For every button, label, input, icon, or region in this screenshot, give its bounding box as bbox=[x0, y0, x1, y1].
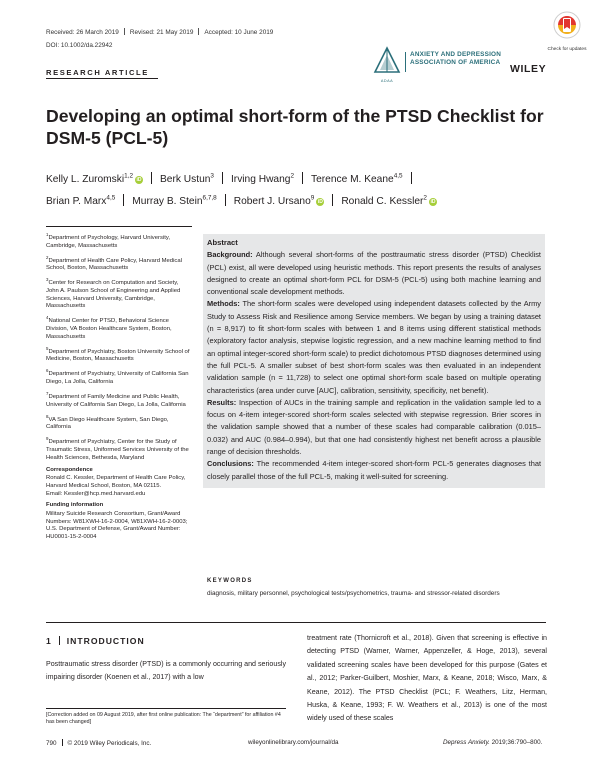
separator bbox=[302, 172, 303, 184]
footer-left bbox=[46, 739, 151, 747]
author-name: Ronald C. Kessler bbox=[341, 196, 424, 208]
author[interactable] bbox=[160, 174, 214, 185]
adaa-abbr: ADAA bbox=[380, 79, 394, 83]
abstract-label: Methods: bbox=[207, 299, 240, 309]
author-name: Irving Hwang bbox=[230, 174, 291, 186]
author-affiliation-sup: 4,5 bbox=[393, 173, 403, 180]
journal-url[interactable]: wileyonlinelibrary.com/journal/da bbox=[248, 739, 339, 746]
received-date: Received: 26 March 2019 bbox=[46, 29, 119, 36]
author-affiliation-sup: 3 bbox=[210, 173, 214, 180]
adaa-name-line2: ASSOCIATION OF AMERICA bbox=[410, 59, 501, 66]
separator bbox=[62, 739, 63, 746]
affiliation-sup: 1 bbox=[46, 232, 49, 237]
abstract-background bbox=[207, 249, 541, 298]
separator bbox=[332, 194, 333, 206]
affiliation-sup: 5 bbox=[46, 345, 49, 351]
affiliation-sup: 4 bbox=[46, 315, 49, 321]
abstract-text: The recommended 4-item integer-scored short-form PCL-5 generates diagnoses that closely parallel those of the full PCL-5, making it well-suited for screening. bbox=[207, 459, 541, 481]
author-affiliation-sup: 2 bbox=[290, 173, 294, 180]
adaa-logo bbox=[373, 46, 401, 83]
affiliation-sup: 8 bbox=[46, 413, 49, 419]
footnote: [Correction added on 09 August 2019, after first online publication: The “department” for affiliation #4 has been changed] bbox=[46, 712, 281, 725]
abstract-text: Inspection of AUCs in the training sample and replication in the validation sample led to a focus on 4-item integer-scored short-form scales selected with stepwise regression. Brier scores in the validation sample showed that a number of these scales had comparable calibration (0.015–0.032) and AUC (0.984–0.994), but that one had consistently highest net benefit across a plausible range of decision thresholds. bbox=[207, 397, 541, 457]
left-column-rule bbox=[46, 226, 192, 227]
body-paragraph: treatment rate (Thornicroft et al., 2018). Given that screening is effective in detecting PTSD (Warner, Warner, Appenzeller, & Hoge, 2013), several validated screening scales have been developed for this purpose (Gates et al., 2012; Parker-Guilbert, Moshier, Marx, & Keane, 2018; Wisco, Marx, & Keane, 2012). The PTSD Checklist (PCL; F. Weathers, Litz, Herman, Huska, & Keane, 1993; F. W. Weathers et al., 2013) is one of the most widely used of these scales bbox=[307, 634, 547, 723]
author-affiliation-sup: 6,7,8 bbox=[202, 195, 217, 202]
affiliation bbox=[46, 435, 192, 462]
author[interactable] bbox=[132, 196, 216, 207]
author-name: Murray B. Stein bbox=[132, 196, 203, 208]
author-name: Berk Ustun bbox=[160, 174, 211, 186]
affiliation bbox=[46, 231, 192, 250]
abstract-label: Conclusions: bbox=[207, 459, 254, 469]
affiliations bbox=[46, 231, 192, 545]
abstract-text: Although several short-forms of the posttraumatic stress disorder (PTSD) Checklist (PCL) exist, all were developed using heuristic methods. This report presents the results of analyses designed to create an optimal short-form PCL for DSM-5 (PCL-5) using both machine learning and conventional scale development methods. bbox=[207, 250, 541, 297]
abstract-conclusions bbox=[207, 458, 541, 483]
separator bbox=[222, 172, 223, 184]
section-rule bbox=[46, 622, 546, 623]
correspondence-email[interactable]: Email: Kessler@hcp.med.harvard.edu bbox=[46, 490, 146, 497]
correspondence-text: Ronald C. Kessler, Department of Health Care Policy, Harvard Medical School, Boston, MA 02115. bbox=[46, 475, 186, 489]
author[interactable] bbox=[46, 196, 115, 207]
abstract-methods bbox=[207, 298, 541, 396]
affiliation bbox=[46, 276, 192, 311]
article-title bbox=[46, 105, 566, 149]
separator bbox=[225, 194, 226, 206]
keywords-text: diagnosis, military personnel, psychological tests/psychometrics, trauma- and stressor-related disorders bbox=[207, 590, 500, 597]
affiliation-text: Center for Research on Computation and Society, John A. Paulson School of Engineering and Applied Sciences, Harvard University, Cambridge, Massachusetts bbox=[46, 280, 181, 310]
abstract-text: The short-form scales were developed using independent datasets collected by the Army Study to Assess Risk and Resilience among Service members. We began by using a training dataset (n = 8,917) to fit short-form scales with between 1 and 8 items using different statistical methods (exploratory factor analysis, stepwise logistic regression, and a new machine learning method to find an optimal integer-scored short-form scale) to predict dichotomous PTSD diagnoses determined using the full PCL-5. A smaller subset of best short-form scales was then evaluated in an independent validation sample (n = 11,728) to select one optimal short-form scale based on multiple operating characteristics (area under curve [AUC], calibration, sensitivity, specificity, net benefit). bbox=[207, 299, 541, 395]
doi[interactable]: DOI: 10.1002/da.22942 bbox=[46, 42, 113, 49]
affiliation-text: Department of Psychiatry, University of California San Diego, La Jolla, California bbox=[46, 371, 189, 386]
citation-journal: Depress Anxiety. bbox=[443, 739, 490, 746]
title-line-2: DSM-5 (PCL-5) bbox=[46, 128, 169, 148]
affiliation-text: Department of Health Care Policy, Harvard Medical School, Boston, Massachusetts bbox=[46, 257, 182, 272]
body-column-1 bbox=[46, 658, 286, 685]
separator bbox=[123, 194, 124, 206]
abstract-heading: Abstract bbox=[207, 238, 238, 247]
author[interactable] bbox=[46, 174, 143, 185]
author[interactable] bbox=[341, 196, 437, 207]
affiliation bbox=[46, 390, 192, 409]
affiliation-sup: 7 bbox=[46, 391, 49, 397]
accepted-date: Accepted: 10 June 2019 bbox=[204, 29, 274, 36]
affiliation bbox=[46, 413, 192, 432]
dates-line bbox=[46, 28, 273, 36]
check-for-updates-button[interactable] bbox=[545, 10, 589, 52]
author-name: Terence M. Keane bbox=[311, 174, 394, 186]
copyright: © 2019 Wiley Periodicals, Inc. bbox=[67, 740, 152, 747]
separator bbox=[124, 28, 125, 35]
author-affiliation-sup: 9 bbox=[310, 195, 315, 202]
author-affiliation-sup: 1,2 bbox=[124, 173, 134, 180]
correspondence-heading: Correspondence bbox=[46, 466, 93, 473]
funding-text: Military Suicide Research Consortium, Grant/Award Numbers: W81XWH-16-2-0004, W81XWH-16-2-0003; U.S. Department of Defense, Grant/Award Number: HU0001-15-2-0004 bbox=[46, 511, 188, 541]
affiliation-text: Department of Psychiatry, Center for the Study of Traumatic Stress, Uniformed Services University of the Health Sciences, Bethesda, Maryland bbox=[46, 439, 189, 461]
wiley-logo: WILEY bbox=[510, 63, 547, 75]
affiliation-text: National Center for PTSD, Behavioral Science Division, VA Boston Healthcare System, Boston, Massachusetts bbox=[46, 318, 172, 340]
abstract-results bbox=[207, 397, 541, 458]
funding-heading: Funding information bbox=[46, 502, 104, 509]
adaa-name-line1: ANXIETY AND DEPRESSION bbox=[410, 51, 502, 58]
body-paragraph: Posttraumatic stress disorder (PTSD) is a commonly occurring and seriously impairing disorder (Koenen et al., 2017) with a low bbox=[46, 660, 286, 682]
affiliation-text: Department of Family Medicine and Public Health, University of California San Diego, La Jolla, California bbox=[46, 394, 186, 408]
orcid-icon[interactable]: iD bbox=[317, 199, 323, 206]
body-column-2 bbox=[307, 632, 547, 726]
orcid-icon[interactable]: iD bbox=[136, 177, 142, 184]
affiliation-sup: 9 bbox=[46, 436, 49, 442]
author-name: Robert J. Ursano bbox=[233, 196, 311, 208]
orcid-icon[interactable]: iD bbox=[430, 199, 436, 206]
page-number: 790 bbox=[46, 740, 57, 747]
separator bbox=[59, 636, 60, 645]
author[interactable] bbox=[231, 174, 294, 185]
separator bbox=[151, 172, 152, 184]
abstract-label: Background: bbox=[207, 250, 253, 260]
author-name: Kelly L. Zuromski bbox=[46, 174, 125, 186]
separator bbox=[411, 172, 412, 184]
citation-volume: 2019;36:790–800. bbox=[491, 739, 543, 746]
article-type: RESEARCH ARTICLE bbox=[46, 68, 149, 77]
affiliation-sup: 6 bbox=[46, 368, 49, 374]
footnote-rule bbox=[46, 708, 286, 709]
separator bbox=[198, 28, 199, 35]
adaa-name bbox=[410, 51, 501, 67]
abstract-label: Results: bbox=[207, 397, 237, 407]
check-updates-icon bbox=[552, 10, 582, 42]
affiliation bbox=[46, 254, 192, 273]
article-type-rule bbox=[46, 78, 158, 79]
citation bbox=[443, 739, 542, 746]
check-updates-label: Check for updates bbox=[547, 47, 587, 52]
authors-row-2 bbox=[46, 188, 437, 213]
affiliation bbox=[46, 345, 192, 364]
author-affiliation-sup: 4,5 bbox=[106, 195, 116, 202]
author[interactable] bbox=[311, 174, 403, 185]
abstract-box bbox=[203, 234, 545, 488]
affiliation bbox=[46, 367, 192, 386]
keywords-heading: KEYWORDS bbox=[207, 578, 253, 584]
author-name: Brian P. Marx bbox=[46, 196, 107, 208]
section-heading bbox=[46, 636, 145, 646]
logo-divider bbox=[405, 52, 406, 72]
author-affiliation-sup: 2 bbox=[423, 195, 427, 202]
section-title: INTRODUCTION bbox=[66, 636, 145, 646]
adaa-emblem-icon bbox=[373, 46, 401, 74]
section-number: 1 bbox=[46, 636, 52, 646]
author[interactable] bbox=[234, 196, 325, 207]
affiliation-sup: 2 bbox=[46, 254, 49, 260]
affiliation-text: Department of Psychiatry, Boston University School of Medicine, Boston, Massachusetts bbox=[46, 348, 190, 363]
affiliation bbox=[46, 314, 192, 341]
revised-date: Revised: 21 May 2019 bbox=[129, 29, 194, 36]
affiliation-sup: 3 bbox=[46, 277, 49, 283]
affiliation-text: VA San Diego Healthcare System, San Diego, California bbox=[46, 416, 169, 431]
title-line-1: Developing an optimal short-form of the PTSD Checklist for bbox=[46, 106, 544, 126]
affiliation-text: Department of Psychology, Harvard University, Cambridge, Massachusetts bbox=[46, 234, 171, 249]
